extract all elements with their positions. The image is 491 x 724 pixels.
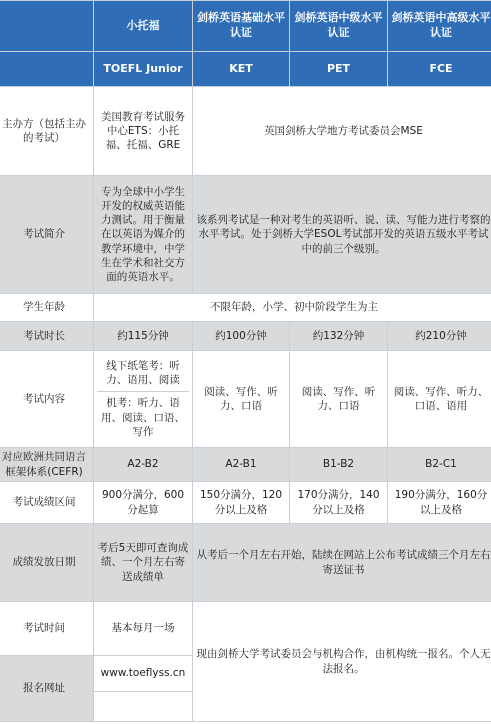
row-release	[0, 524, 491, 602]
duration-pet: 约132分钟	[290, 322, 388, 351]
header-row-codes	[0, 52, 491, 87]
signup-cambridge: 现由剑桥大学考试委员会与机构合作，由机构统一报名。个人无法报名。	[193, 602, 491, 722]
time-toefl: 基本每月一场	[94, 602, 193, 656]
content-fce: 阅读、写作、听力、口语、语用	[388, 351, 491, 448]
row-age	[0, 294, 491, 322]
header-row-names	[0, 1, 491, 52]
header-ket-cn: 剑桥英语基础水平认证	[193, 1, 290, 52]
content-pet: 阅读、写作、听力、口语	[290, 351, 388, 448]
signup-toefl-more	[94, 692, 193, 722]
row-content	[0, 351, 491, 448]
organizer-cambridge: 英国剑桥大学地方考试委员会MSE	[193, 87, 491, 176]
header-fce: FCE	[388, 52, 491, 87]
score-fce: 190分满分，160分以上及格	[388, 482, 491, 524]
duration-fce: 约210分钟	[388, 322, 491, 351]
row-organizer	[0, 87, 491, 176]
cefr-label: 对应欧洲共同语言框架体系(CEFR)	[0, 448, 94, 482]
score-toefl: 900分满分，600分起算	[94, 482, 193, 524]
header-pet: PET	[290, 52, 388, 87]
intro-cambridge: 该系列考试是一种对考生的英语听、说、读、写能力进行考察的水平考试。处于剑桥大学ESOL考试部开发的英语五级水平考试中的前三个级别。	[193, 176, 491, 294]
row-duration	[0, 322, 491, 351]
intro-label: 考试简介	[0, 176, 94, 294]
content-label: 考试内容	[0, 351, 94, 448]
header-pet-cn: 剑桥英语中级水平认证	[290, 1, 388, 52]
organizer-label: 主办方（包括主办的考试）	[0, 87, 94, 176]
header-fce-cn: 剑桥英语中高级水平认证	[388, 1, 491, 52]
duration-label: 考试时长	[0, 322, 94, 351]
header-ket: KET	[193, 52, 290, 87]
header-toefl-junior: TOEFL Junior	[94, 52, 193, 87]
release-cambridge: 从考后一个月左右开始，陆续在网站上公布考试成绩三个月左右寄送证书	[193, 524, 491, 602]
row-intro	[0, 176, 491, 294]
header-corner	[0, 1, 94, 52]
age-value: 不限年龄，小学、初中阶段学生为主	[94, 294, 491, 322]
duration-ket: 约100分钟	[193, 322, 290, 351]
score-label: 考试成绩区间	[0, 482, 94, 524]
intro-toefl: 专为全球中小学生开发的权威英语能力测试。用于衡量在以英语为媒介的教学环境中，中学生在学术和社交方面的英语水平。	[94, 176, 193, 294]
content-toefl-computer: 机考：听力、语用、阅读、口语、写作	[97, 391, 189, 443]
age-label: 学生年龄	[0, 294, 94, 322]
header-corner-2	[0, 52, 94, 87]
release-toefl: 考后5天即可查询成绩、一个月左右寄送成绩单	[94, 524, 193, 602]
header-toefl-junior-cn: 小托福	[94, 1, 193, 52]
time-label: 考试时间	[0, 602, 94, 656]
organizer-toefl: 美国教育考试服务中心ETS：小托福、托福、GRE	[94, 87, 193, 176]
score-ket: 150分满分，120分以上及格	[193, 482, 290, 524]
content-toefl-paper: 线下纸笔考：听力、语用、阅读	[106, 360, 180, 387]
cefr-pet: B1-B2	[290, 448, 388, 482]
content-toefl	[94, 351, 193, 448]
cefr-fce: B2-C1	[388, 448, 491, 482]
row-score	[0, 482, 491, 524]
score-pet: 170分满分，140分以上及格	[290, 482, 388, 524]
cefr-ket: A2-B1	[193, 448, 290, 482]
signup-label: 报名网址	[0, 656, 94, 722]
duration-toefl: 约115分钟	[94, 322, 193, 351]
row-time	[0, 602, 491, 656]
content-ket: 阅读、写作、听力、口语	[193, 351, 290, 448]
cefr-toefl: A2-B2	[94, 448, 193, 482]
row-cefr	[0, 448, 491, 482]
signup-toefl-url[interactable]: www.toeflyss.cn	[94, 656, 193, 692]
release-label: 成绩发放日期	[0, 524, 94, 602]
